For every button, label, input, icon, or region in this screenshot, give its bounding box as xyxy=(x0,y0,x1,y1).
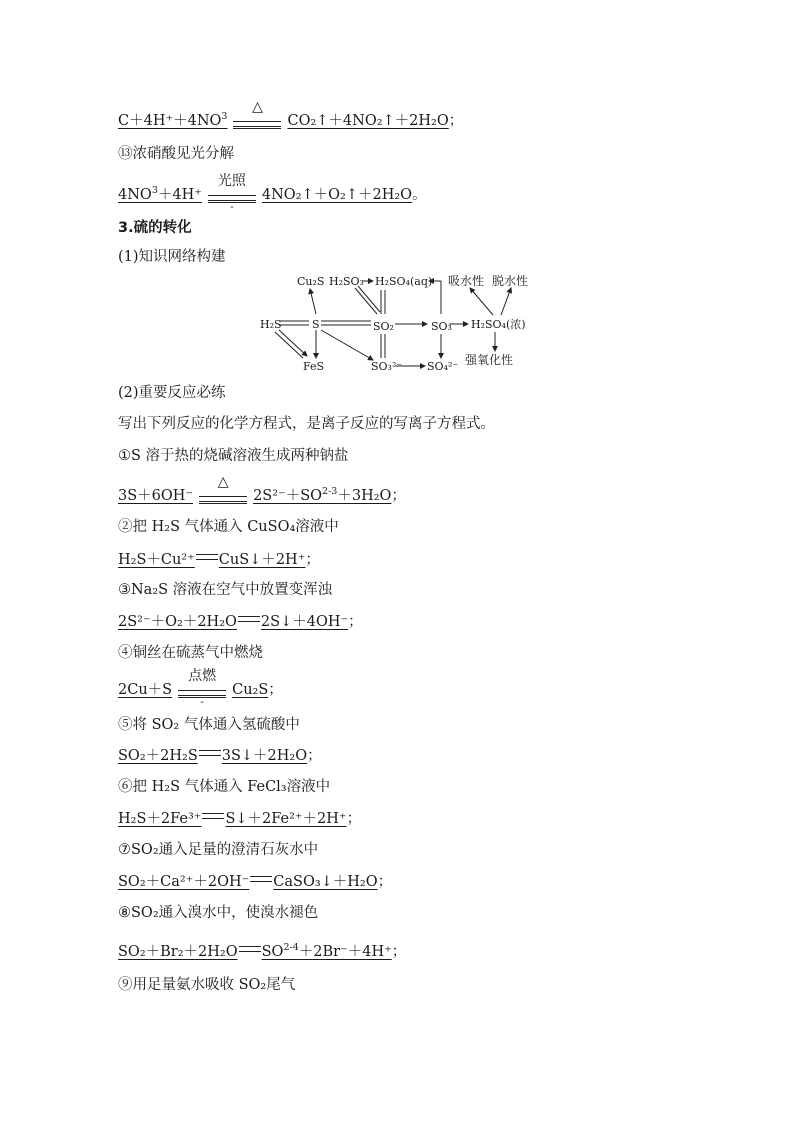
ion-charge: 2-4 xyxy=(283,942,299,953)
eq-end: ； xyxy=(391,488,406,504)
item-7: ⑦SO₂通入足量的澄清石灰水中 xyxy=(118,842,319,858)
node-so3: SO₃ xyxy=(431,320,452,333)
equation-c-nitric xyxy=(118,99,464,131)
equation-2 xyxy=(118,550,320,570)
eq-right-b: ＋2Br⁻＋4H⁺ xyxy=(298,944,392,960)
condition-dash: - xyxy=(230,202,234,213)
eq-left: SO₂＋Br₂＋2H₂O xyxy=(118,944,238,960)
item-3: ③Na₂S 溶液在空气中放置变浑浊 xyxy=(118,582,333,598)
condition-dash: - xyxy=(200,697,204,708)
item-8: ⑧SO₂通入溴水中，使溴水褪色 xyxy=(118,905,319,921)
node-h2so3: H₂SO₃ xyxy=(329,275,364,288)
eq-left: 4NO xyxy=(118,187,152,203)
eq-right-a: SO xyxy=(261,944,284,960)
node-h2so4aq: H₂SO₄(aq) xyxy=(375,275,433,288)
eq-end: ； xyxy=(268,682,283,698)
heat-condition xyxy=(197,474,249,506)
item-13: ⑬浓硝酸见光分解 xyxy=(118,146,234,162)
eq-left: 3S＋6OH⁻ xyxy=(118,488,194,504)
ion-charge: 3 xyxy=(151,185,158,196)
ignite-condition xyxy=(176,668,228,708)
condition-label: 光照 xyxy=(217,173,246,189)
eq-end: ； xyxy=(305,552,320,568)
item-1: ①S 溶于热的烧碱溶液生成两种钠盐 xyxy=(118,448,349,464)
eq-right: CuS↓＋2H⁺ xyxy=(218,552,306,568)
node-cu2s: Cu₂S xyxy=(297,275,325,288)
light-condition xyxy=(206,173,258,213)
equation-7 xyxy=(118,872,392,892)
label-oxidizing: 强氧化性 xyxy=(465,353,514,367)
item-9: ⑨用足量氨水吸收 SO₂尾气 xyxy=(118,977,296,993)
eq-left: H₂S＋Cu²⁺ xyxy=(118,552,195,568)
eq-right: Cu₂S xyxy=(232,682,269,698)
eq-end: ； xyxy=(377,874,393,890)
instruction: 写出下列反应的化学方程式，是离子反应的写离子方程式。 xyxy=(118,416,495,432)
item-4: ④铜丝在硫蒸气中燃烧 xyxy=(118,645,263,661)
subheading-reactions: (2)重要反应必练 xyxy=(118,385,226,401)
eq-right: CaSO₃↓＋H₂O xyxy=(273,874,378,890)
equation-13 xyxy=(118,173,427,213)
eq-end: 。 xyxy=(412,187,427,203)
section-heading: 3.硫的转化 xyxy=(118,220,192,236)
node-so3-ion: SO₃²⁻ xyxy=(371,360,403,373)
node-so2: SO₂ xyxy=(373,320,394,333)
ion-charge: 2-3 xyxy=(322,486,338,497)
eq-left: H₂S＋2Fe³⁺ xyxy=(118,811,202,827)
eq-mid: ＋4H⁺ xyxy=(157,187,202,203)
eq-right: CO₂↑＋4NO₂↑＋2H₂O xyxy=(287,113,449,129)
label-dehydrate: 脱水性 xyxy=(492,274,529,288)
node-h2so4-conc: H₂SO₄(浓) xyxy=(471,318,526,331)
node-fes: FeS xyxy=(303,360,325,373)
ion-charge: 3 xyxy=(221,111,228,122)
eq-left: 2S²⁻＋O₂＋2H₂O xyxy=(118,614,237,630)
eq-right-b: ＋3H₂O xyxy=(337,488,392,504)
node-h2s: H₂S xyxy=(260,318,282,331)
eq-left: SO₂＋2H₂S xyxy=(118,748,198,764)
equation-1 xyxy=(118,474,406,506)
item-2: ②把 H₂S 气体通入 CuSO₄溶液中 xyxy=(118,519,339,535)
sulfur-network-diagram xyxy=(255,268,545,380)
eq-left: 2Cu＋S xyxy=(118,682,173,698)
eq-right: S↓＋2Fe²⁺＋2H⁺ xyxy=(225,811,347,827)
condition-label: △ xyxy=(217,474,229,490)
eq-right: 2S↓＋4OH⁻ xyxy=(260,614,349,630)
eq-end: ； xyxy=(346,811,362,827)
eq-left: SO₂＋Ca²⁺＋2OH⁻ xyxy=(118,874,250,890)
equation-8 xyxy=(118,938,406,962)
eq-right: 3S↓＋2H₂O xyxy=(221,748,308,764)
eq-end: ； xyxy=(348,614,363,630)
equation-4 xyxy=(118,668,283,708)
label-absorb: 吸水性 xyxy=(448,274,485,288)
item-6: ⑥把 H₂S 气体通入 FeCl₃溶液中 xyxy=(118,779,331,795)
condition-label: △ xyxy=(252,99,263,115)
node-so4-ion: SO₄²⁻ xyxy=(427,360,459,373)
eq-end: ； xyxy=(307,748,322,764)
equation-6 xyxy=(118,809,361,829)
heat-condition xyxy=(231,99,283,131)
subheading-network: (1)知识网络构建 xyxy=(118,249,226,265)
item-5: ⑤将 SO₂ 气体通入氢硫酸中 xyxy=(118,717,300,733)
eq-right: 4NO₂↑＋O₂↑＋2H₂O xyxy=(261,187,413,203)
node-s: S xyxy=(312,318,320,331)
eq-end: ； xyxy=(391,944,407,960)
equation-3 xyxy=(118,612,363,632)
condition-label: 点燃 xyxy=(188,668,217,684)
eq-end: ； xyxy=(448,113,464,129)
equation-5 xyxy=(118,746,322,766)
eq-right-a: 2S²⁻＋SO xyxy=(253,488,323,504)
eq-left: C＋4H⁺＋4NO xyxy=(118,113,222,129)
